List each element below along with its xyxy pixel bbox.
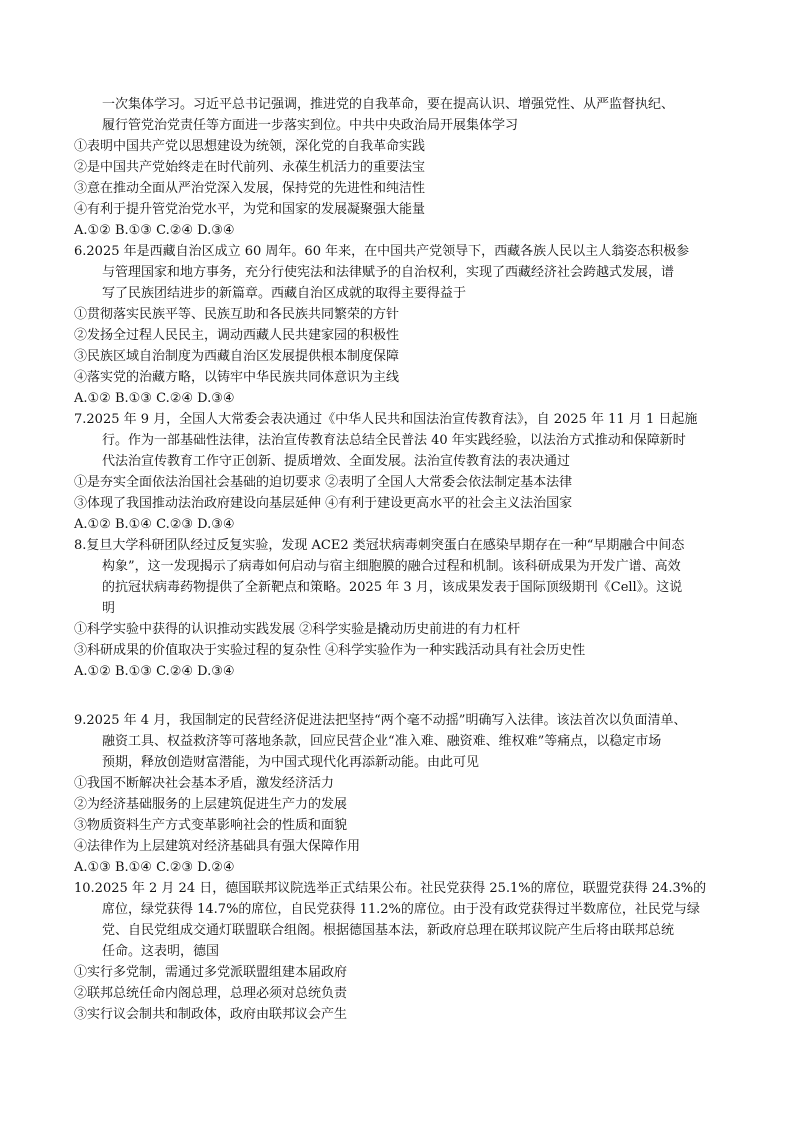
question-7 — [74, 409, 734, 535]
question-6 — [74, 241, 734, 409]
option-1: ①贯彻落实民族平等、民族互助和各民族共同繁荣的方针 — [74, 307, 400, 322]
question-stem-line: 代法治宣传教育工作守正创新、提质增效、全面发展。法治宣传教育法的表决通过 — [102, 454, 571, 469]
question-9 — [74, 710, 734, 878]
option-row: ③体现了我国推动法治政府建设向基层延伸 ④有利于建设更高水平的社会主义法治国家 — [74, 496, 573, 511]
question-stem-line: 明 — [102, 601, 116, 616]
question-stem-line: 履行管党治党责任等方面进一步落实到位。中共中央政治局开展集体学习 — [102, 118, 519, 133]
question-stem-line: 写了民族团结进步的新篇章。西藏自治区成就的取得主要得益于 — [102, 286, 467, 301]
option-3: ③物质资料生产方式变革影响社会的性质和面貌 — [74, 818, 348, 833]
question-10 — [74, 878, 734, 1025]
spacer — [74, 682, 734, 710]
option-2: ②为经济基础服务的上层建筑促进生产力的发展 — [74, 797, 348, 812]
option-row: ③科研成果的价值取决于实验过程的复杂性 ④科学实验作为一种实践活动具有社会历史性 — [74, 643, 586, 658]
question-stem-line: 7.2025 年 9 月，全国人大常委会表决通过《中华人民共和国法治宣传教育法》，自 2025 年 11 月 1 日起施 — [74, 412, 698, 427]
question-stem-line: 一次集体学习。习近平总书记强调，推进党的自我革命，要在提高认识、增强党性、从严监督执纪、 — [102, 97, 675, 112]
question-stem-line: 席位，绿党获得 14.7%的席位，自民党获得 11.2%的席位。由于没有政党获得过半数席位，社民党与绿 — [102, 902, 700, 917]
option-2: ②发扬全过程人民民主，调动西藏人民共建家园的积极性 — [74, 328, 400, 343]
answer-choices: A.①② B.①③ C.②④ D.③④ — [74, 664, 235, 679]
question-stem-line: 与管理国家和地方事务，充分行使宪法和法律赋予的自治权利，实现了西藏经济社会跨越式发展，谱 — [102, 265, 675, 280]
question-stem-line: 预期，释放创造财富潜能，为中国式现代化再添新动能。由此可见 — [102, 755, 480, 770]
question-list — [74, 94, 734, 1025]
answer-choices: A.①② B.①④ C.②③ D.③④ — [74, 517, 235, 532]
option-3: ③意在推动全面从严治党深入发展，保持党的先进性和纯洁性 — [74, 181, 426, 196]
option-3: ③实行议会制共和制政体，政府由联邦议会产生 — [74, 1007, 348, 1022]
option-4: ④法律作为上层建筑对经济基础具有强大保障作用 — [74, 839, 361, 854]
question-stem-line: 构象”，这一发现揭示了病毒如何启动与宿主细胞膜的融合过程和机制。该科研成果为开发广谱、高效 — [102, 559, 681, 574]
question-stem-line: 的抗冠状病毒药物提供了全新靶点和策略。2025 年 3 月，该成果发表于国际顶级期刊《Cell》。这说 — [102, 580, 683, 595]
question-stem-line: 党、自民党组成交通灯联盟联合组阁。根据德国基本法，新政府总理在联邦议院产生后将由联邦总统 — [102, 923, 675, 938]
question-stem-line: 9.2025 年 4 月，我国制定的民营经济促进法把坚持“两个毫不动摇”明确写入法律。该法首次以负面清单、 — [74, 713, 687, 728]
answer-choices: A.①③ B.①④ C.②③ D.②④ — [74, 860, 235, 875]
question-stem-line: 融资工具、权益救济等可落地条款，回应民营企业“准入难、融资难、维权难”等痛点，以稳定市场 — [102, 734, 662, 749]
question-stem-line: 行。作为一部基础性法律，法治宣传教育法总结全民普法 40 年实践经验，以法治方式推动和保障新时 — [102, 433, 686, 448]
option-1: ①表明中国共产党以思想建设为统领，深化党的自我革命实践 — [74, 139, 426, 154]
question-8 — [74, 535, 734, 682]
option-2: ②是中国共产党始终走在时代前列、永葆生机活力的重要法宝 — [74, 160, 426, 175]
question-stem-line: 6.2025 年是西藏自治区成立 60 周年。60 年来，在中国共产党领导下，西藏各族人民以主人翁姿态积极参 — [74, 244, 690, 259]
option-3: ③民族区域自治制度为西藏自治区发展提供根本制度保障 — [74, 349, 400, 364]
question-stem-line: 任命。这表明，德国 — [102, 944, 220, 959]
question-5 — [74, 94, 734, 241]
option-1: ①我国不断解决社会基本矛盾，激发经济活力 — [74, 776, 335, 791]
option-4: ④有利于提升管党治党水平，为党和国家的发展凝聚强大能量 — [74, 202, 426, 217]
option-1: ①实行多党制，需通过多党派联盟组建本届政府 — [74, 965, 348, 980]
answer-choices: A.①② B.①③ C.②④ D.③④ — [74, 391, 235, 406]
question-stem-line: 8.复旦大学科研团队经过反复实验，发现 ACE2 类冠状病毒刺突蛋白在感染早期存在一种“早期融合中间态 — [74, 538, 685, 553]
option-row: ①科学实验中获得的认识推动实践发展 ②科学实验是撬动历史前进的有力杠杆 — [74, 622, 521, 637]
option-2: ②联邦总统任命内阁总理，总理必须对总统负责 — [74, 986, 348, 1001]
answer-choices: A.①② B.①③ C.②④ D.③④ — [74, 223, 235, 238]
question-stem-line: 10.2025 年 2 月 24 日，德国联邦议院选举正式结果公布。社民党获得 25.1%的席位，联盟党获得 24.3%的 — [74, 881, 707, 896]
option-4: ④落实党的治藏方略，以铸牢中华民族共同体意识为主线 — [74, 370, 400, 385]
option-row: ①是夯实全面依法治国社会基础的迫切要求 ②表明了全国人大常委会依法制定基本法律 — [74, 475, 573, 490]
